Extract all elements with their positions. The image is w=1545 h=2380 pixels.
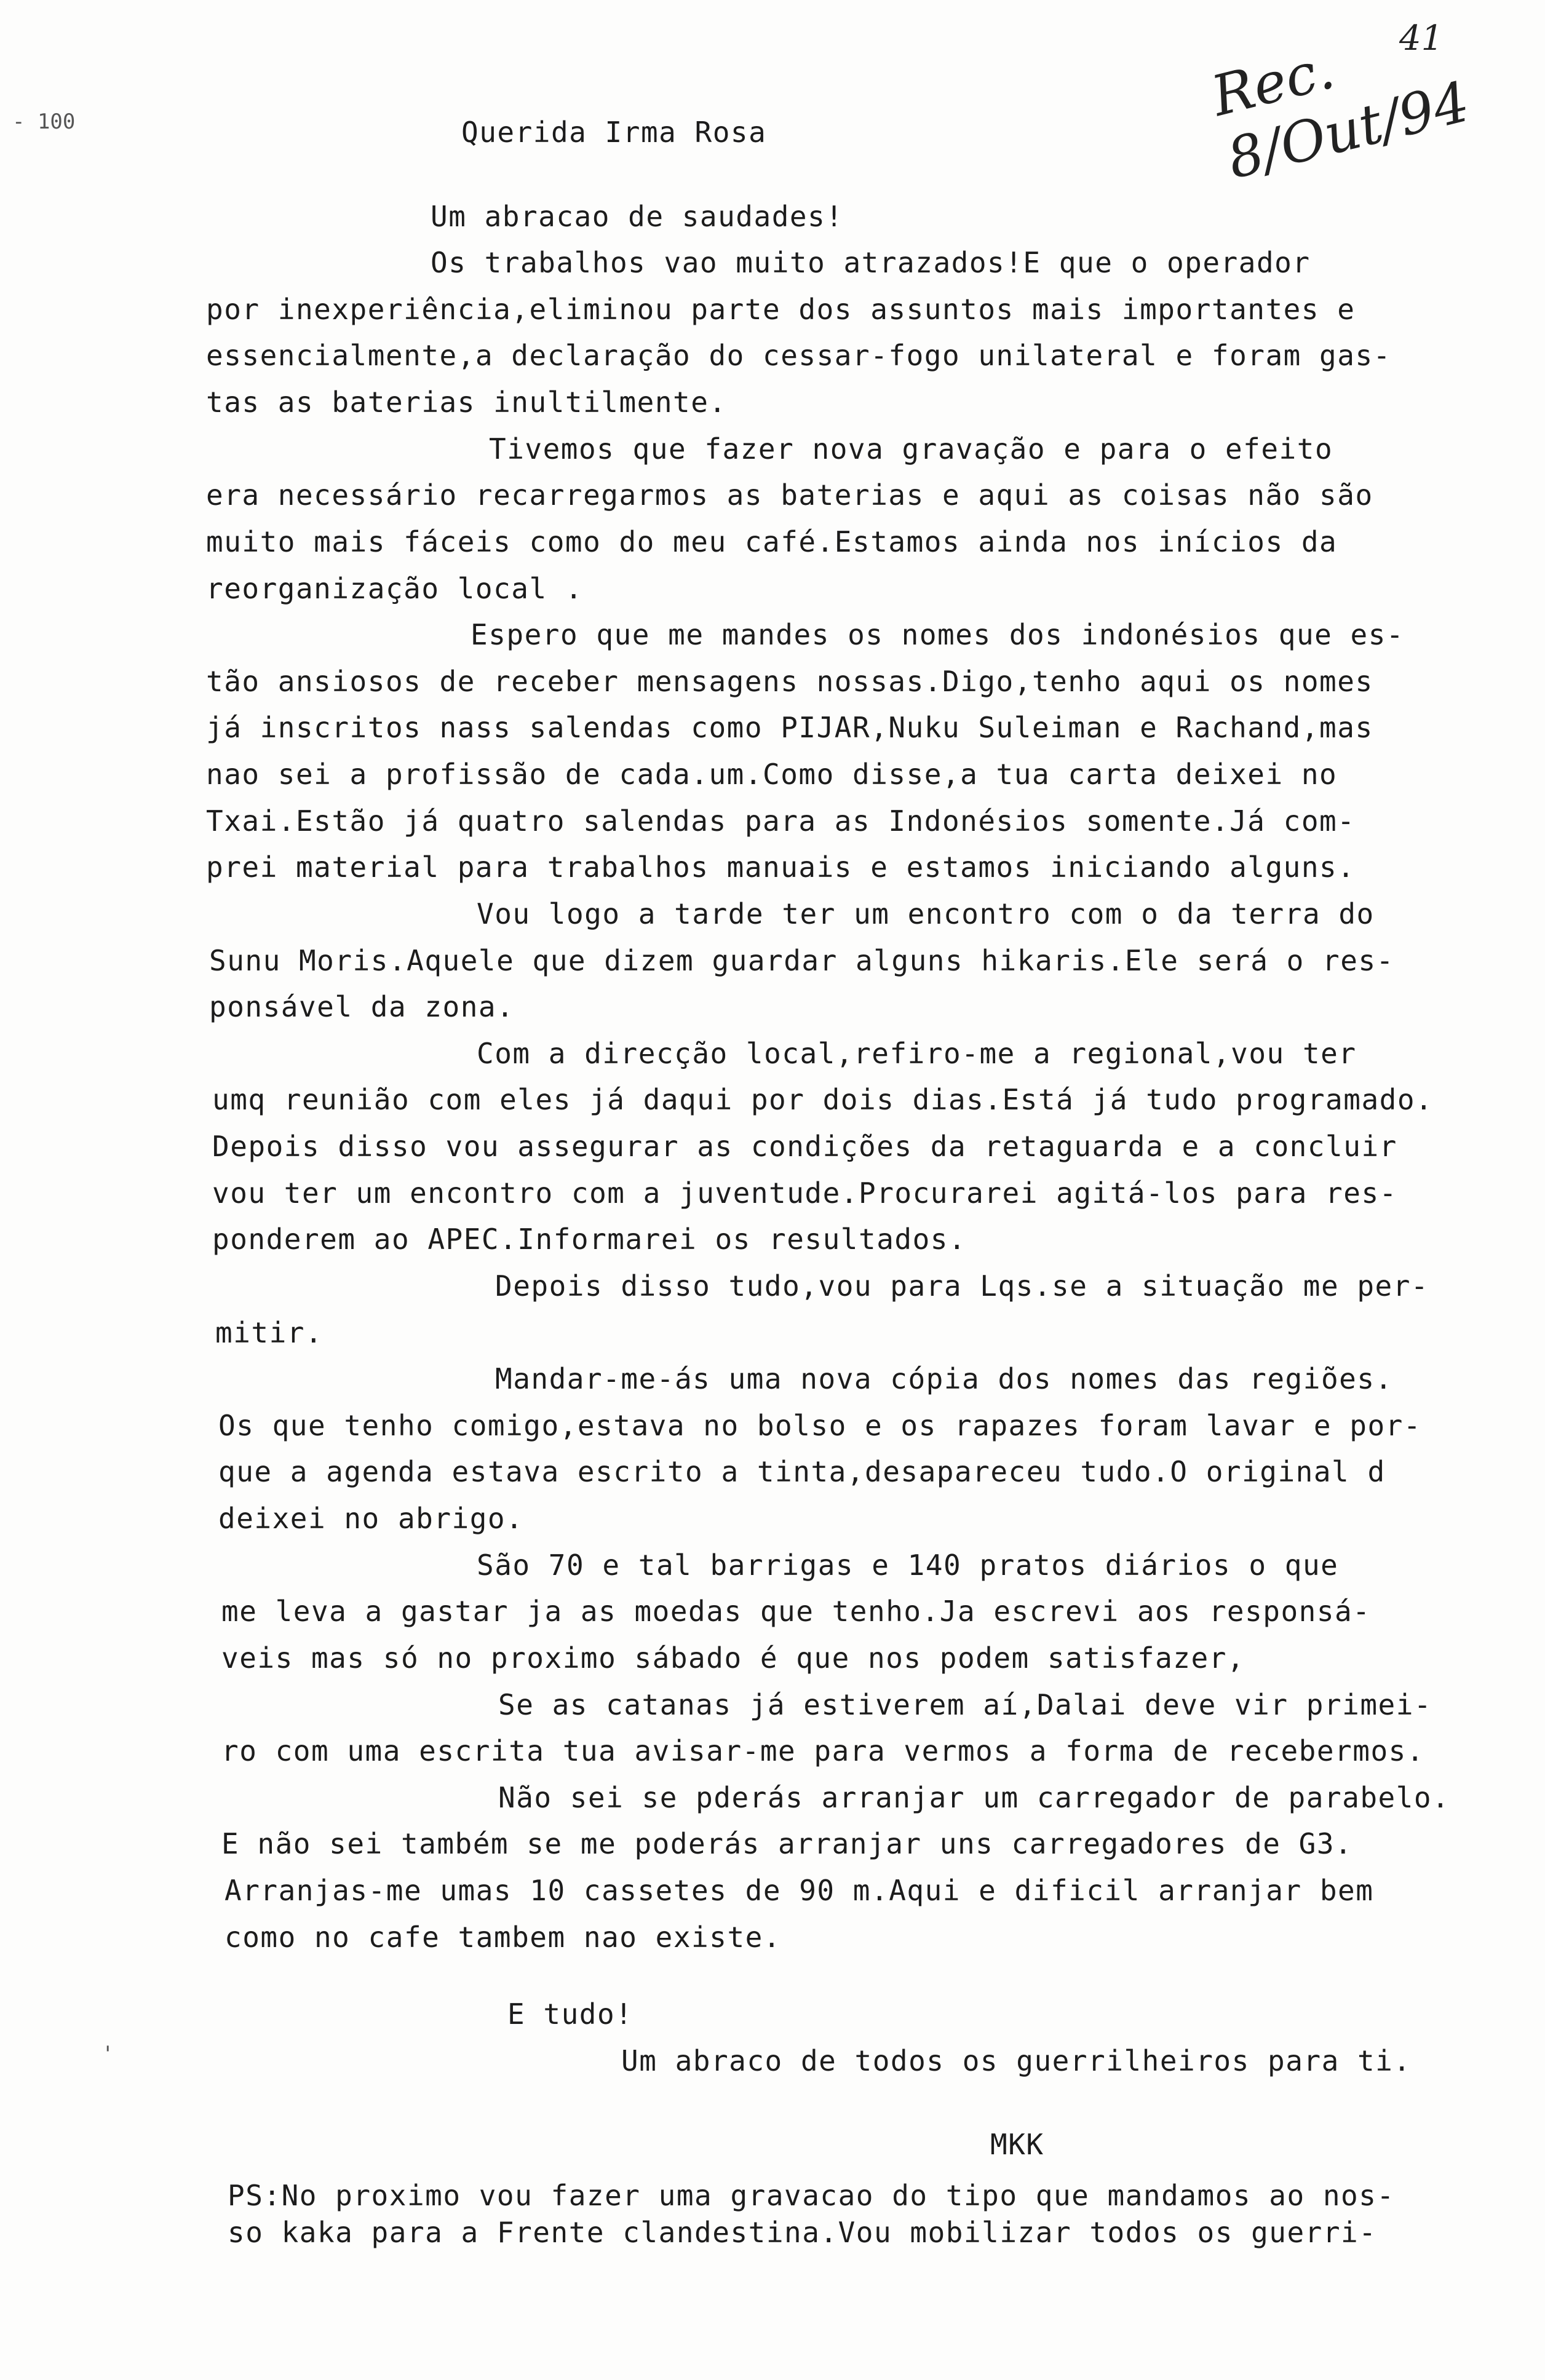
letter-line: Tivemos que fazer nova gravação e para o efeito	[489, 432, 1333, 466]
letter-line: São 70 e tal barrigas e 140 pratos diários o que	[477, 1549, 1339, 1582]
letter-line: prei material para trabalhos manuais e estamos iniciando alguns.	[206, 851, 1356, 884]
letter-line: Não sei se pderás arranjar um carregador de parabelo.	[498, 1781, 1450, 1814]
letter-line: Se as catanas já estiverem aí,Dalai deve vir primei-	[498, 1688, 1432, 1721]
letter-line: vou ter um encontro com a juventude.Procurarei agitá-los para res-	[212, 1176, 1397, 1210]
margin-mark-left: '	[101, 2042, 114, 2066]
letter-line: Os trabalhos vao muito atrazados!E que o operador	[431, 246, 1311, 279]
letter-line: Depois disso vou assegurar as condições da retaguarda e a concluir	[212, 1130, 1397, 1163]
margin-mark-top-left: - 100	[12, 109, 76, 134]
letter-line: que a agenda estava escrito a tinta,desapareceu tudo.O original d	[218, 1455, 1386, 1488]
letter-line: Um abracao de saudades!	[431, 200, 844, 233]
letter-line: nao sei a profissão de cada.um.Como disse,a tua carta deixei no	[206, 758, 1338, 791]
letter-line: ro com uma escrita tua avisar-me para vermos a forma de recebermos.	[221, 1734, 1425, 1767]
letter-line: Vou logo a tarde ter um encontro com o da terra do	[477, 897, 1375, 930]
page-number-annotation: 41	[1399, 18, 1444, 58]
letter-line: ponderem ao APEC.Informarei os resultados.	[212, 1223, 967, 1256]
letter-line: muito mais fáceis como do meu café.Estamos ainda nos inícios da	[206, 525, 1338, 558]
letter-line: Mandar-me-ás uma nova cópia dos nomes das regiões.	[495, 1362, 1393, 1395]
letter-line: ponsável da zona.	[209, 990, 515, 1023]
letter-line: veis mas só no proximo sábado é que nos podem satisfazer,	[221, 1641, 1245, 1675]
letter-line: por inexperiência,eliminou parte dos assuntos mais importantes e	[206, 293, 1356, 326]
letter-line: já inscritos nass salendas como PIJAR,Nuku Suleiman e Rachand,mas	[206, 711, 1373, 744]
letter-line: mitir.	[215, 1316, 324, 1349]
letter-line: reorganização local .	[206, 572, 584, 605]
received-date-annotation: Rec. 8/Out/94	[1205, 36, 1476, 192]
letter-line: umq reunião com eles já daqui por dois dias.Está já tudo programado.	[212, 1083, 1434, 1116]
letter-line: Sunu Moris.Aquele que dizem guardar alguns hikaris.Ele será o res-	[209, 944, 1394, 977]
postscript-line: PS:No proximo vou fazer uma gravacao do tipo que mandamos ao nos-	[228, 2179, 1395, 2212]
letter-line: Arranjas-me umas 10 cassetes de 90 m.Aqui e dificil arranjar bem	[224, 1874, 1374, 1907]
letter-line: deixei no abrigo.	[218, 1502, 524, 1535]
letter-line: Os que tenho comigo,estava no bolso e os rapazes foram lavar e por-	[218, 1409, 1422, 1442]
letter-line: tas as baterias inultilmente.	[206, 386, 727, 419]
letter-line: Um abraco de todos os guerrilheiros para ti.	[621, 2044, 1412, 2077]
postscript-line: so kaka para a Frente clandestina.Vou mobilizar todos os guerri-	[228, 2216, 1377, 2249]
letter-line: Depois disso tudo,vou para Lqs.se a situação me per-	[495, 1269, 1429, 1303]
letter-line: E não sei também se me poderás arranjar uns carregadores de G3.	[221, 1827, 1353, 1860]
greeting: Querida Irma Rosa	[461, 116, 767, 149]
letter-line: essencialmente,a declaração do cessar-fogo unilateral e foram gas-	[206, 339, 1391, 372]
letter-line: como no cafe tambem nao existe.	[224, 1921, 782, 1954]
letter-line: E tudo!	[507, 1997, 633, 2031]
letter-line: me leva a gastar ja as moedas que tenho.Ja escrevi aos responsá-	[221, 1595, 1371, 1628]
letter-line: Com a direcção local,refiro-me a regional,vou ter	[477, 1037, 1357, 1070]
signature: MKK	[990, 2128, 1044, 2161]
letter-line: era necessário recarregarmos as baterias e aqui as coisas não são	[206, 478, 1373, 512]
letter-line: Espero que me mandes os nomes dos indonésios que es-	[471, 618, 1405, 651]
letter-line: tão ansiosos de receber mensagens nossas.Digo,tenho aqui os nomes	[206, 665, 1373, 698]
letter-line: Txai.Estão já quatro salendas para as Indonésios somente.Já com-	[206, 804, 1356, 838]
